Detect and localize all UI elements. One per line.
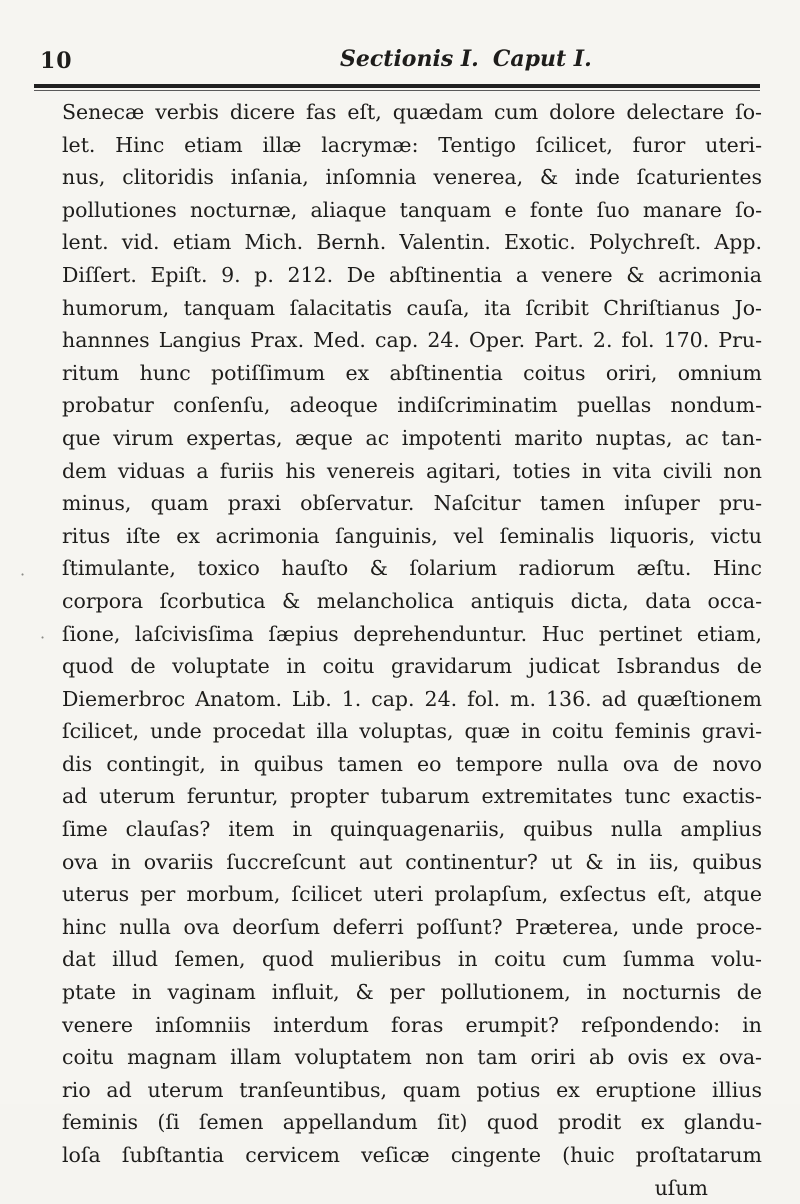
text-line: loſa ſubſtantia cervicem veſicæ cingente (huic proſtatarum bbox=[62, 1143, 762, 1167]
header-rule-thin bbox=[34, 90, 760, 91]
text-line: ad uterum feruntur, propter tubarum extremitates tunc exactis- bbox=[62, 784, 762, 809]
text-line: rio ad uterum tranſeuntibus, quam potius ex eruptione illius bbox=[62, 1077, 762, 1102]
text-line: coitu magnam illam voluptatem non tam oriri ab ovis ex ova- bbox=[62, 1045, 762, 1070]
text-line: ritus iſte ex acrimonia ſanguinis, vel ſeminalis liquoris, victu bbox=[62, 523, 762, 548]
text-line: quod de voluptate in coitu gravidarum judicat Isbrandus de bbox=[62, 654, 762, 679]
text-line: feminis (ſi ſemen appellandum ſit) quod prodit ex glandu- bbox=[62, 1110, 762, 1135]
page-header bbox=[34, 48, 764, 88]
text-line: dat illud ſemen, quod mulieribus in coitu cum ſumma volu- bbox=[62, 947, 762, 972]
text-line: pollutiones nocturnæ, aliaque tanquam e fonte ſuo manare ſo- bbox=[62, 197, 762, 222]
margin-stain-mark: · bbox=[20, 565, 26, 584]
text-line: humorum, tanquam ſalacitatis cauſa, ita ſcribit Chriſtianus Jo- bbox=[62, 295, 762, 320]
body-text bbox=[62, 96, 762, 1204]
text-line: hinc nulla ova deorſum deferri poſſunt? Præterea, unde proce- bbox=[62, 914, 762, 939]
text-line: nus, clitoridis inſania, inſomnia venerea, & inde ſcaturientes bbox=[62, 165, 762, 190]
text-line: probatur conſenſu, adeoque indiſcriminatim puellas nondum- bbox=[62, 393, 762, 418]
chapter-title: Caput I. bbox=[492, 46, 592, 72]
text-line: ritum hunc potiſſimum ex abſtinentia coitus oriri, omnium bbox=[62, 360, 762, 385]
running-head bbox=[340, 46, 592, 72]
catchword: uſum bbox=[654, 1175, 708, 1200]
margin-stain-mark: · bbox=[40, 628, 46, 647]
text-line: ſime clauſas? item in quinquagenariis, quibus nulla amplius bbox=[62, 817, 762, 842]
text-line: lent. vid. etiam Mich. Bernh. Valentin. Exotic. Polychreſt. App. bbox=[62, 230, 762, 255]
text-line: hannnes Langius Prax. Med. cap. 24. Oper. Part. 2. fol. 170. Pru- bbox=[62, 328, 762, 353]
text-line: Diemerbroc Anatom. Lib. 1. cap. 24. fol. m. 136. ad quæſtionem bbox=[62, 686, 762, 711]
text-line: ſione, laſcivisſima ſæpius deprehenduntur. Huc pertinet etiam, bbox=[62, 621, 762, 646]
section-title: Sectionis I. bbox=[340, 46, 479, 72]
text-line: ova in ovariis ſuccreſcunt aut continentur? ut & in iis, quibus bbox=[62, 849, 762, 874]
text-line: ſtimulante, toxico hauſto & ſolarium radiorum æſtu. Hinc bbox=[62, 556, 762, 581]
text-line: dis contingit, in quibus tamen eo tempore nulla ova de novo bbox=[62, 751, 762, 776]
text-line: venere inſomniis interdum foras erumpit? reſpondendo: in bbox=[62, 1012, 762, 1037]
text-line: minus, quam praxi obſervatur. Naſcitur tamen inſuper pru- bbox=[62, 491, 762, 516]
header-rule bbox=[34, 84, 760, 88]
text-line: uterus per morbum, ſcilicet uteri prolapſum, exſectus eſt, atque bbox=[62, 882, 762, 907]
text-line: que virum expertas, æque ac impotenti marito nuptas, ac tan- bbox=[62, 425, 762, 450]
text-line: ptate in vaginam influit, & per pollutionem, in nocturnis de bbox=[62, 980, 762, 1005]
text-line: dem viduas a furiis his venereis agitari, toties in vita civili non bbox=[62, 458, 762, 483]
text-line: let. Hinc etiam illæ lacrymæ: Tentigo ſcilicet, furor uteri- bbox=[62, 132, 762, 157]
page-number: 10 bbox=[40, 48, 73, 74]
text-line: Diſſert. Epiſt. 9. p. 212. De abſtinentia a venere & acrimonia bbox=[62, 262, 762, 287]
text-line: ſcilicet, unde procedat illa voluptas, quæ in coitu feminis gravi- bbox=[62, 719, 762, 744]
text-line: corpora ſcorbutica & melancholica antiquis dicta, data occa- bbox=[62, 588, 762, 613]
text-line: Senecæ verbis dicere fas eſt, quædam cum dolore delectare ſo- bbox=[62, 100, 762, 124]
